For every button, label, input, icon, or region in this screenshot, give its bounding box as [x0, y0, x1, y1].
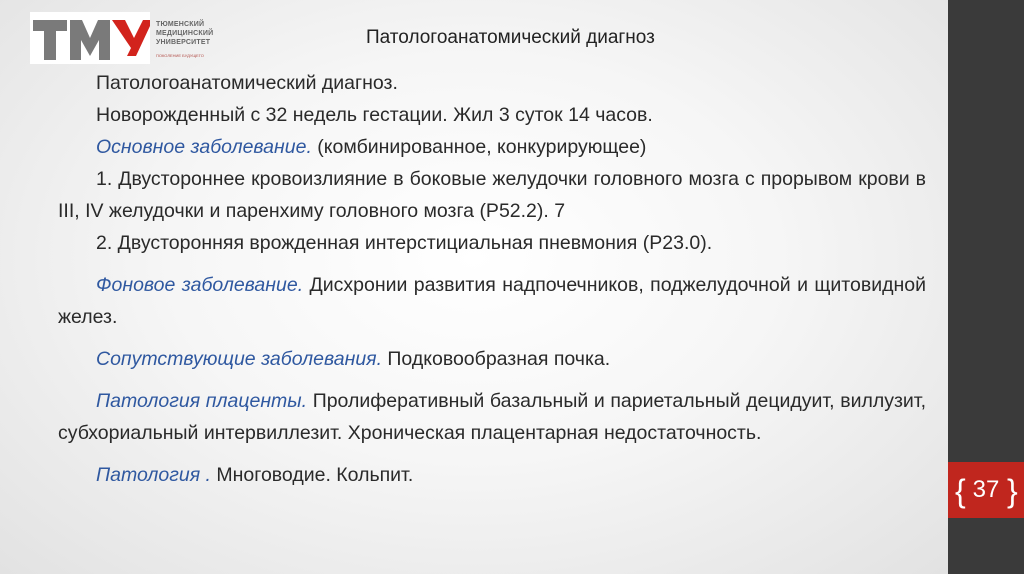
pathology-label: Патология . — [96, 464, 211, 486]
background-disease — [58, 269, 926, 333]
diagnosis-heading: Патологоанатомический диагноз. — [96, 72, 398, 94]
concomitant-diseases-text: Подковообразная почка. — [382, 348, 611, 370]
logo-tagline: ПОКОЛЕНИЕ БУДУЩЕГО — [156, 53, 204, 58]
pathology — [58, 459, 926, 491]
left-brace-icon: { — [955, 473, 966, 509]
placenta-pathology-label: Патология плаценты. — [96, 390, 308, 412]
concomitant-diseases — [58, 343, 926, 375]
slide-content — [58, 67, 926, 491]
logo-text: ТЮМЕНСКИЙ МЕДИЦИНСКИЙ УНИВЕРСИТЕТ — [156, 21, 214, 46]
right-brace-icon: } — [1007, 473, 1018, 509]
placenta-pathology-text: Пролиферативный базальный и париетальный децидуит, виллузит, субхориальный интервиллезит. Хроническая плацентарная недостаточность. — [58, 390, 926, 444]
placenta-pathology — [58, 385, 926, 449]
main-disease-line — [58, 131, 926, 163]
background-disease-label: Фоновое заболевание. — [96, 274, 304, 296]
slide-title: Патологоанатомический диагноз — [366, 27, 655, 48]
main-disease-text: (комбинированное, конкурирующее) — [311, 136, 647, 158]
newborn-line: Новорожденный с 32 недель гестации. Жил 3 суток 14 часов. — [96, 104, 653, 126]
item-1: 1. Двустороннее кровоизлияние в боковые желудочки головного мозга с прорывом крови в III, IV желудочки и паренхиму головного мозга (Р52.2). 7 — [58, 168, 926, 222]
item-2: 2. Двусторонняя врожденная интерстициальная пневмония (Р23.0). — [96, 232, 713, 254]
tmu-logo-icon — [30, 12, 150, 64]
concomitant-diseases-label: Сопутствующие заболевания. — [96, 348, 382, 370]
pathology-text: Многоводие. Кольпит. — [210, 464, 414, 486]
page-number: 37 — [972, 476, 1000, 503]
main-disease-label: Основное заболевание. — [96, 136, 312, 158]
background-disease-text: Дисхронии развития надпочечников, поджелудочной и щитовидной желез. — [58, 274, 926, 328]
university-logo — [30, 12, 226, 64]
